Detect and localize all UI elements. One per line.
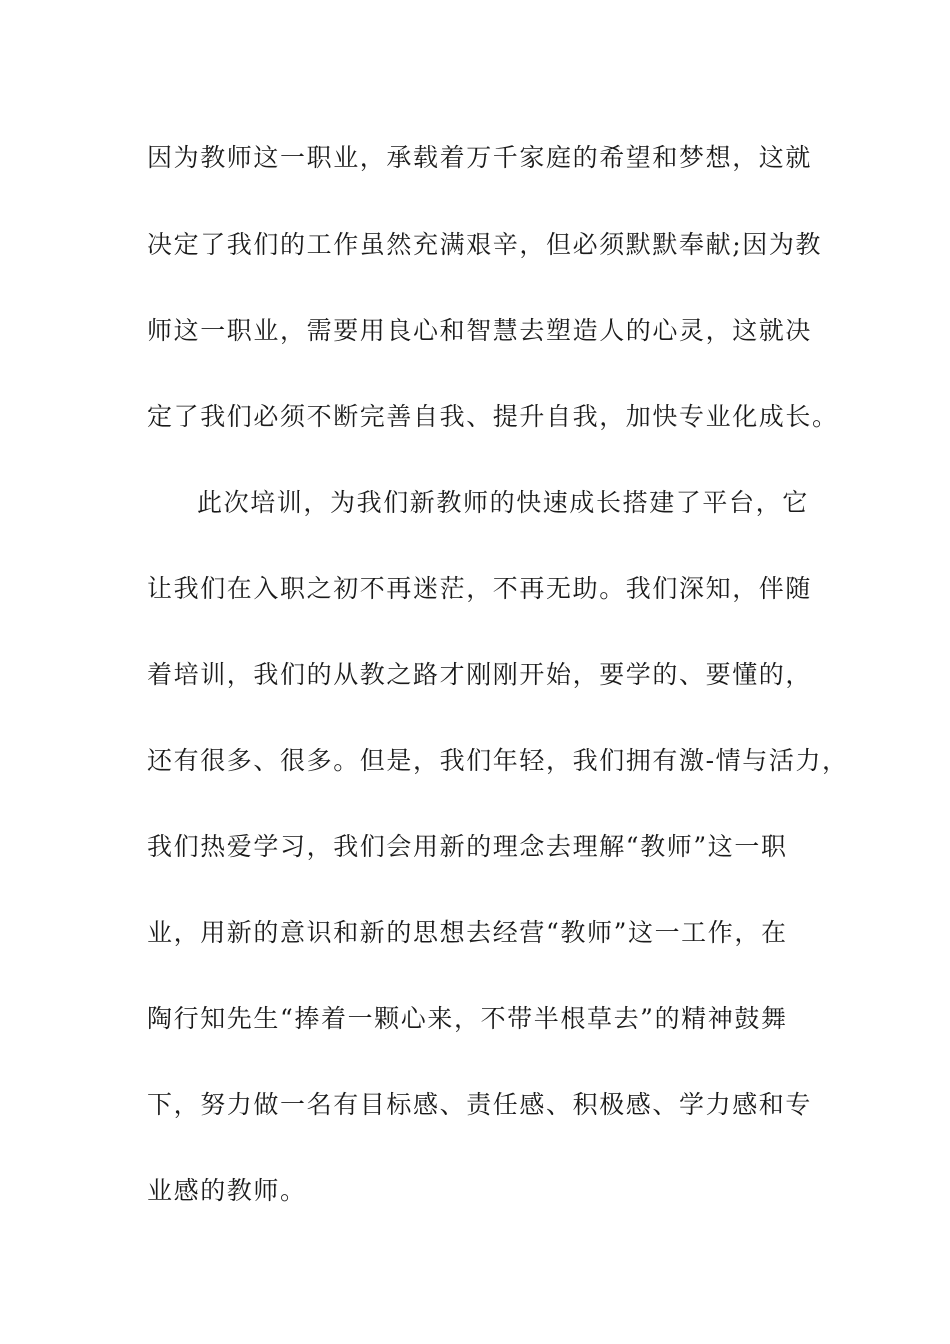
text-line: 还有很多、很多。但是，我们年轻，我们拥有激-情与活力，: [147, 746, 849, 775]
text-line: 因为教师这一职业，承载着万千家庭的希望和梦想，这就: [147, 143, 813, 172]
paragraph-first-line: 此次培训，为我们新教师的快速成长搭建了平台，它: [197, 488, 809, 517]
text-line: 定了我们必须不断完善自我、提升自我，加快专业化成长。: [147, 402, 839, 431]
text-line: 陶行知先生“捧着一颗心来，不带半根草去”的精神鼓舞: [147, 1004, 788, 1033]
text-line: 我们热爱学习，我们会用新的理念去理解“教师”这一职: [147, 832, 788, 861]
text-line: 业，用新的意识和新的思想去经营“教师”这一工作，在: [147, 918, 788, 947]
text-line: 着培训，我们的从教之路才刚刚开始，要学的、要懂的，: [147, 660, 813, 689]
text-line: 决定了我们的工作虽然充满艰辛，但必须默默奉献;因为教: [147, 230, 823, 259]
text-line: 业感的教师。: [147, 1176, 307, 1205]
text-line: 师这一职业，需要用良心和智慧去塑造人的心灵，这就决: [147, 316, 813, 345]
text-line: 下，努力做一名有目标感、责任感、积极感、学力感和专: [147, 1090, 813, 1119]
text-line: 让我们在入职之初不再迷茫，不再无助。我们深知，伴随: [147, 574, 813, 603]
